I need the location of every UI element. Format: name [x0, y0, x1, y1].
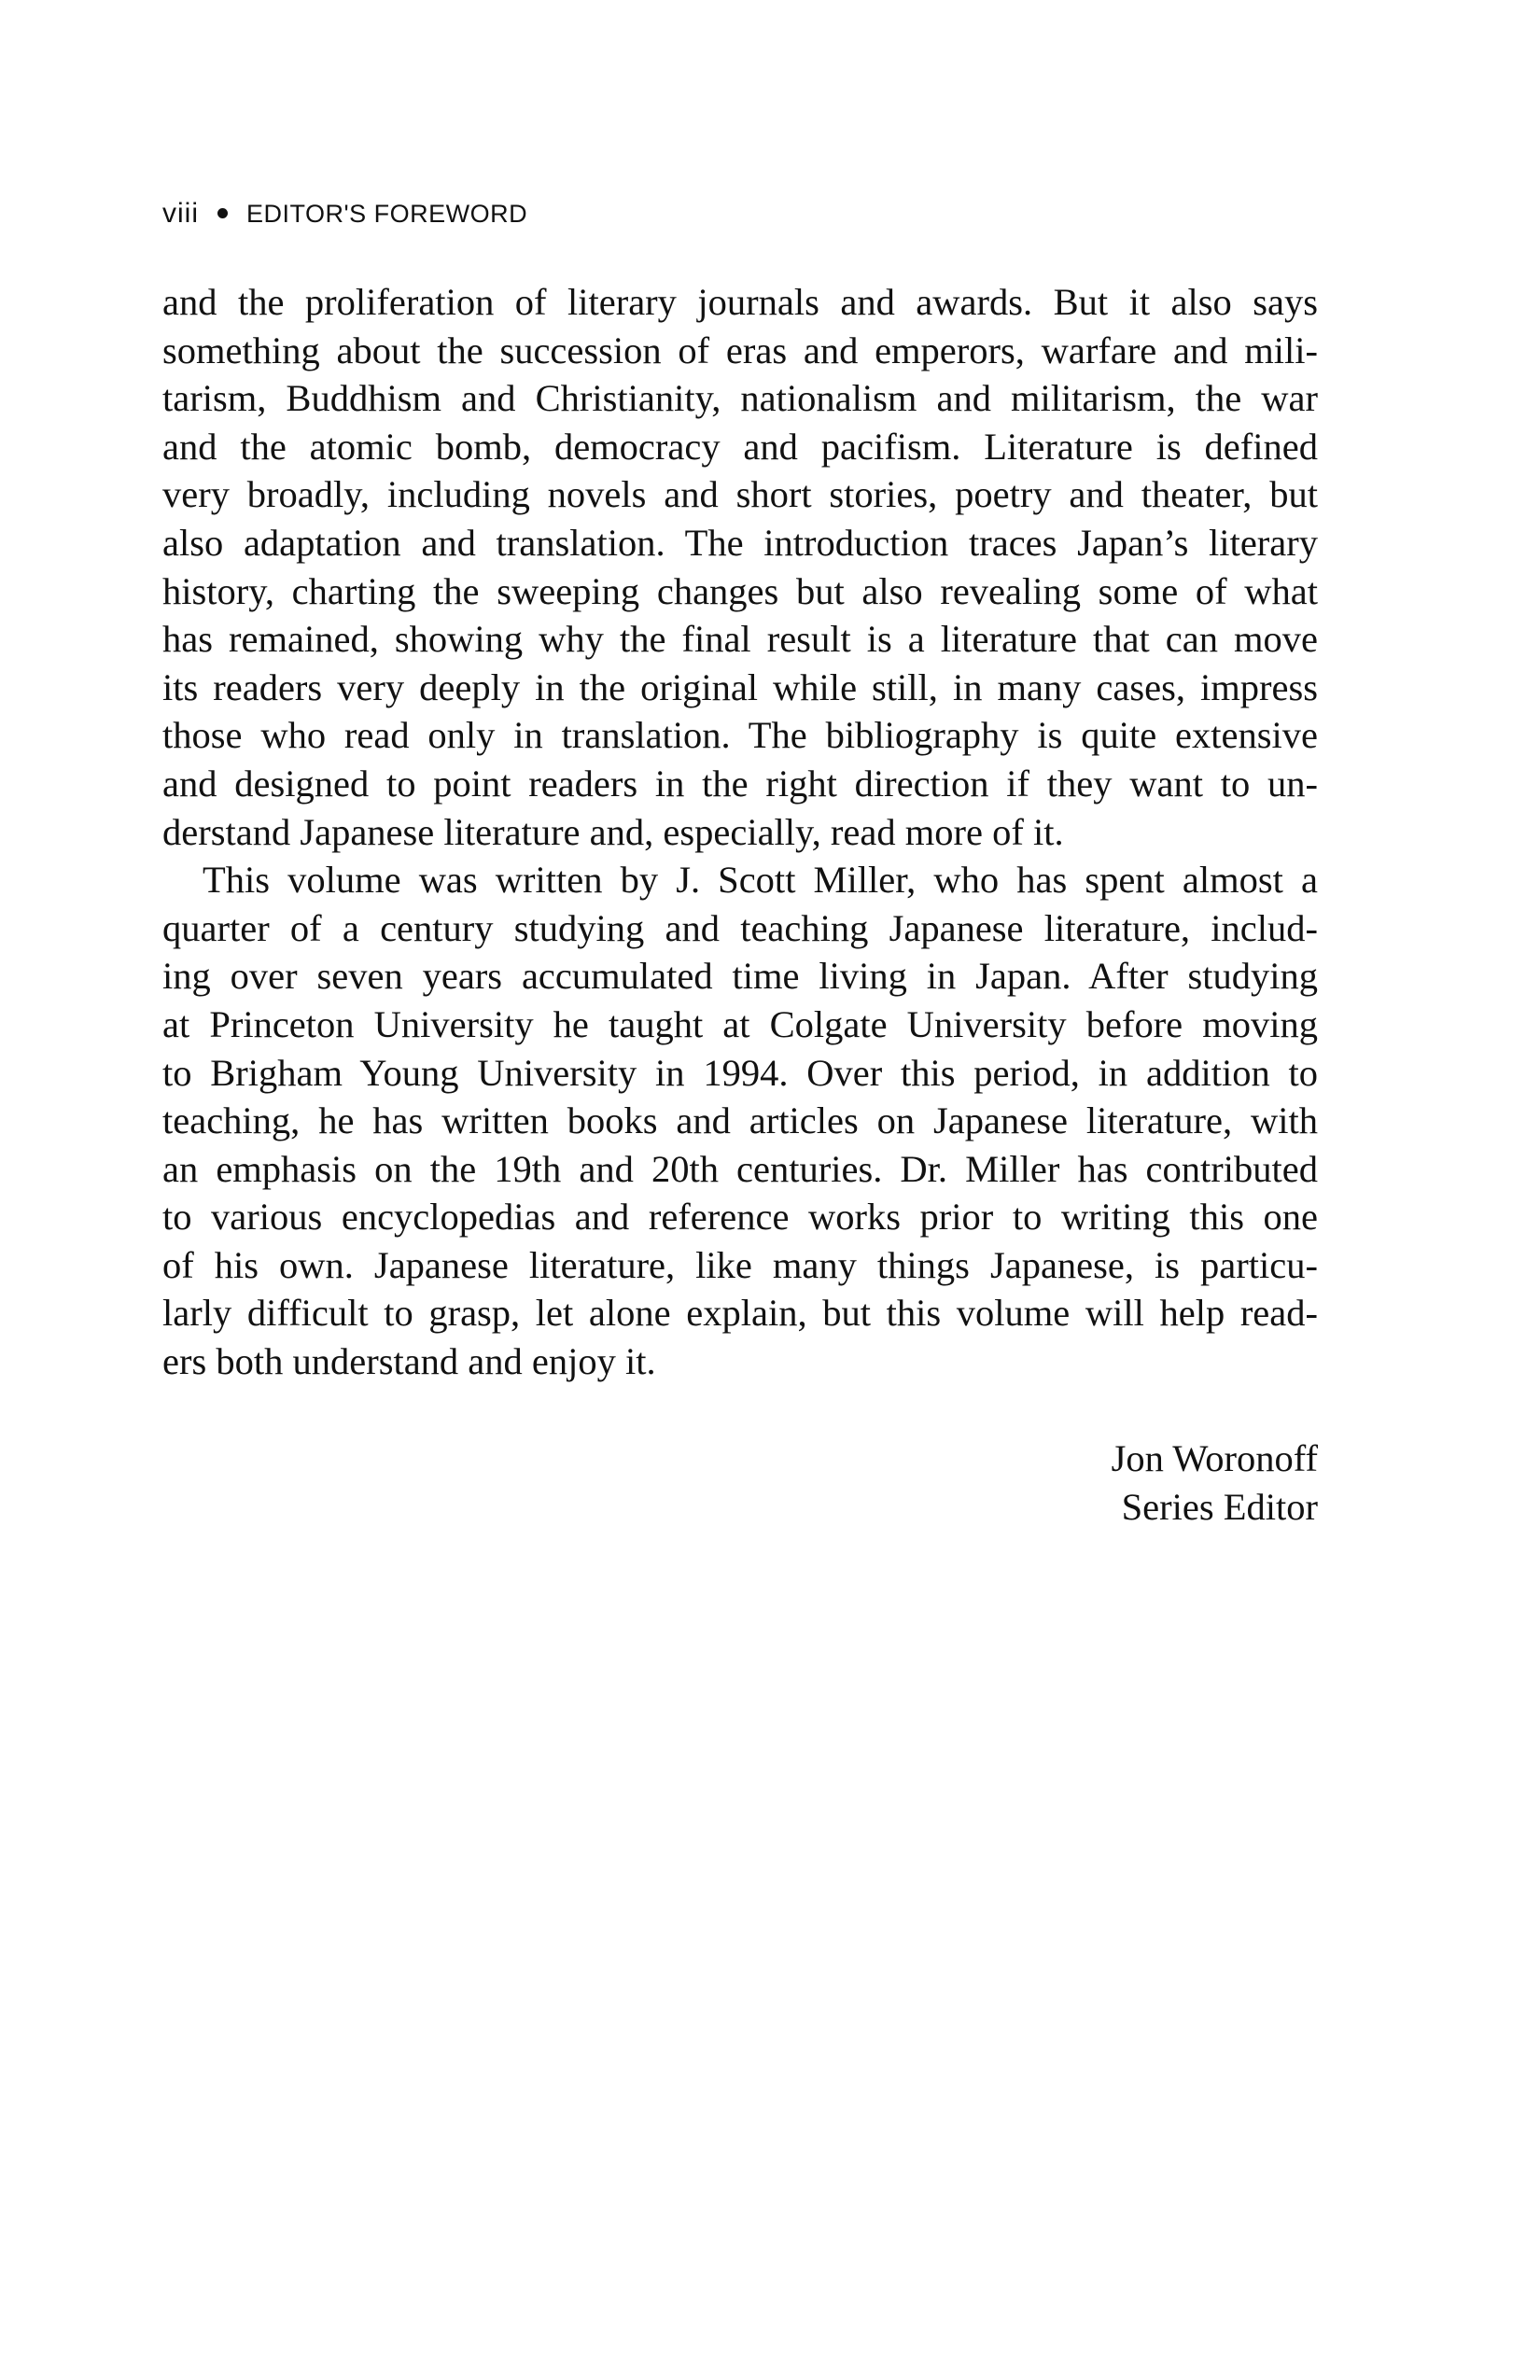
text-line: history, charting the sweeping changes but also revealing some of what: [162, 569, 1318, 612]
text-line: something about the succession of eras and emperors, warfare and mili-: [162, 329, 1318, 371]
text-line: of his own. Japanese literature, like many things Japanese, is particu-: [162, 1243, 1318, 1286]
foreword-body: [162, 278, 1318, 1386]
text-line: ers both understand and enjoy it.: [162, 1340, 656, 1383]
paragraph-2: [162, 856, 1318, 1386]
text-line: and the atomic bomb, democracy and pacifism. Literature is defined: [162, 425, 1318, 468]
text-line: derstand Japanese literature and, especially, read more of it.: [162, 810, 1064, 853]
text-line: to various encyclopedias and reference works prior to writing this one: [162, 1196, 1318, 1239]
text-line: teaching, he has written books and articles on Japanese literature, with: [162, 1099, 1318, 1142]
text-line: and designed to point readers in the right direction if they want to un-: [162, 762, 1318, 805]
signature-role: Series Editor: [1121, 1485, 1318, 1528]
text-line: This volume was written by J. Scott Miller, who has spent almost a: [203, 859, 1318, 902]
signature-name: Jon Woronoff: [1111, 1437, 1318, 1479]
running-head: [162, 198, 527, 230]
bullet-separator-icon: [217, 208, 228, 218]
text-line: has remained, showing why the final result is a literature that can move: [162, 618, 1318, 661]
text-line: also adaptation and translation. The introduction traces Japan’s literary: [162, 521, 1318, 564]
signature-block: [1112, 1435, 1318, 1531]
text-line: those who read only in translation. The bibliography is quite extensive: [162, 714, 1318, 757]
text-line: to Brigham Young University in 1994. Over this period, in addition to: [162, 1051, 1318, 1094]
text-line: tarism, Buddhism and Christianity, nationalism and militarism, the war: [162, 377, 1318, 420]
text-line: very broadly, including novels and short stories, poetry and theater, but: [162, 473, 1318, 516]
text-line: and the proliferation of literary journals and awards. But it also says: [162, 281, 1318, 323]
text-line: larly difficult to grasp, let alone explain, but this volume will help read-: [162, 1292, 1318, 1335]
paragraph-1: [162, 278, 1318, 856]
page-number: viii: [162, 198, 199, 229]
text-line: ing over seven years accumulated time living in Japan. After studying: [162, 955, 1318, 998]
text-line: quarter of a century studying and teaching Japanese literature, includ-: [162, 906, 1318, 949]
text-line: an emphasis on the 19th and 20th centuries. Dr. Miller has contributed: [162, 1147, 1318, 1190]
text-line: at Princeton University he taught at Colgate University before moving: [162, 1002, 1318, 1045]
running-title: EDITOR'S FOREWORD: [246, 200, 528, 228]
text-line: its readers very deeply in the original while still, in many cases, impress: [162, 665, 1318, 708]
